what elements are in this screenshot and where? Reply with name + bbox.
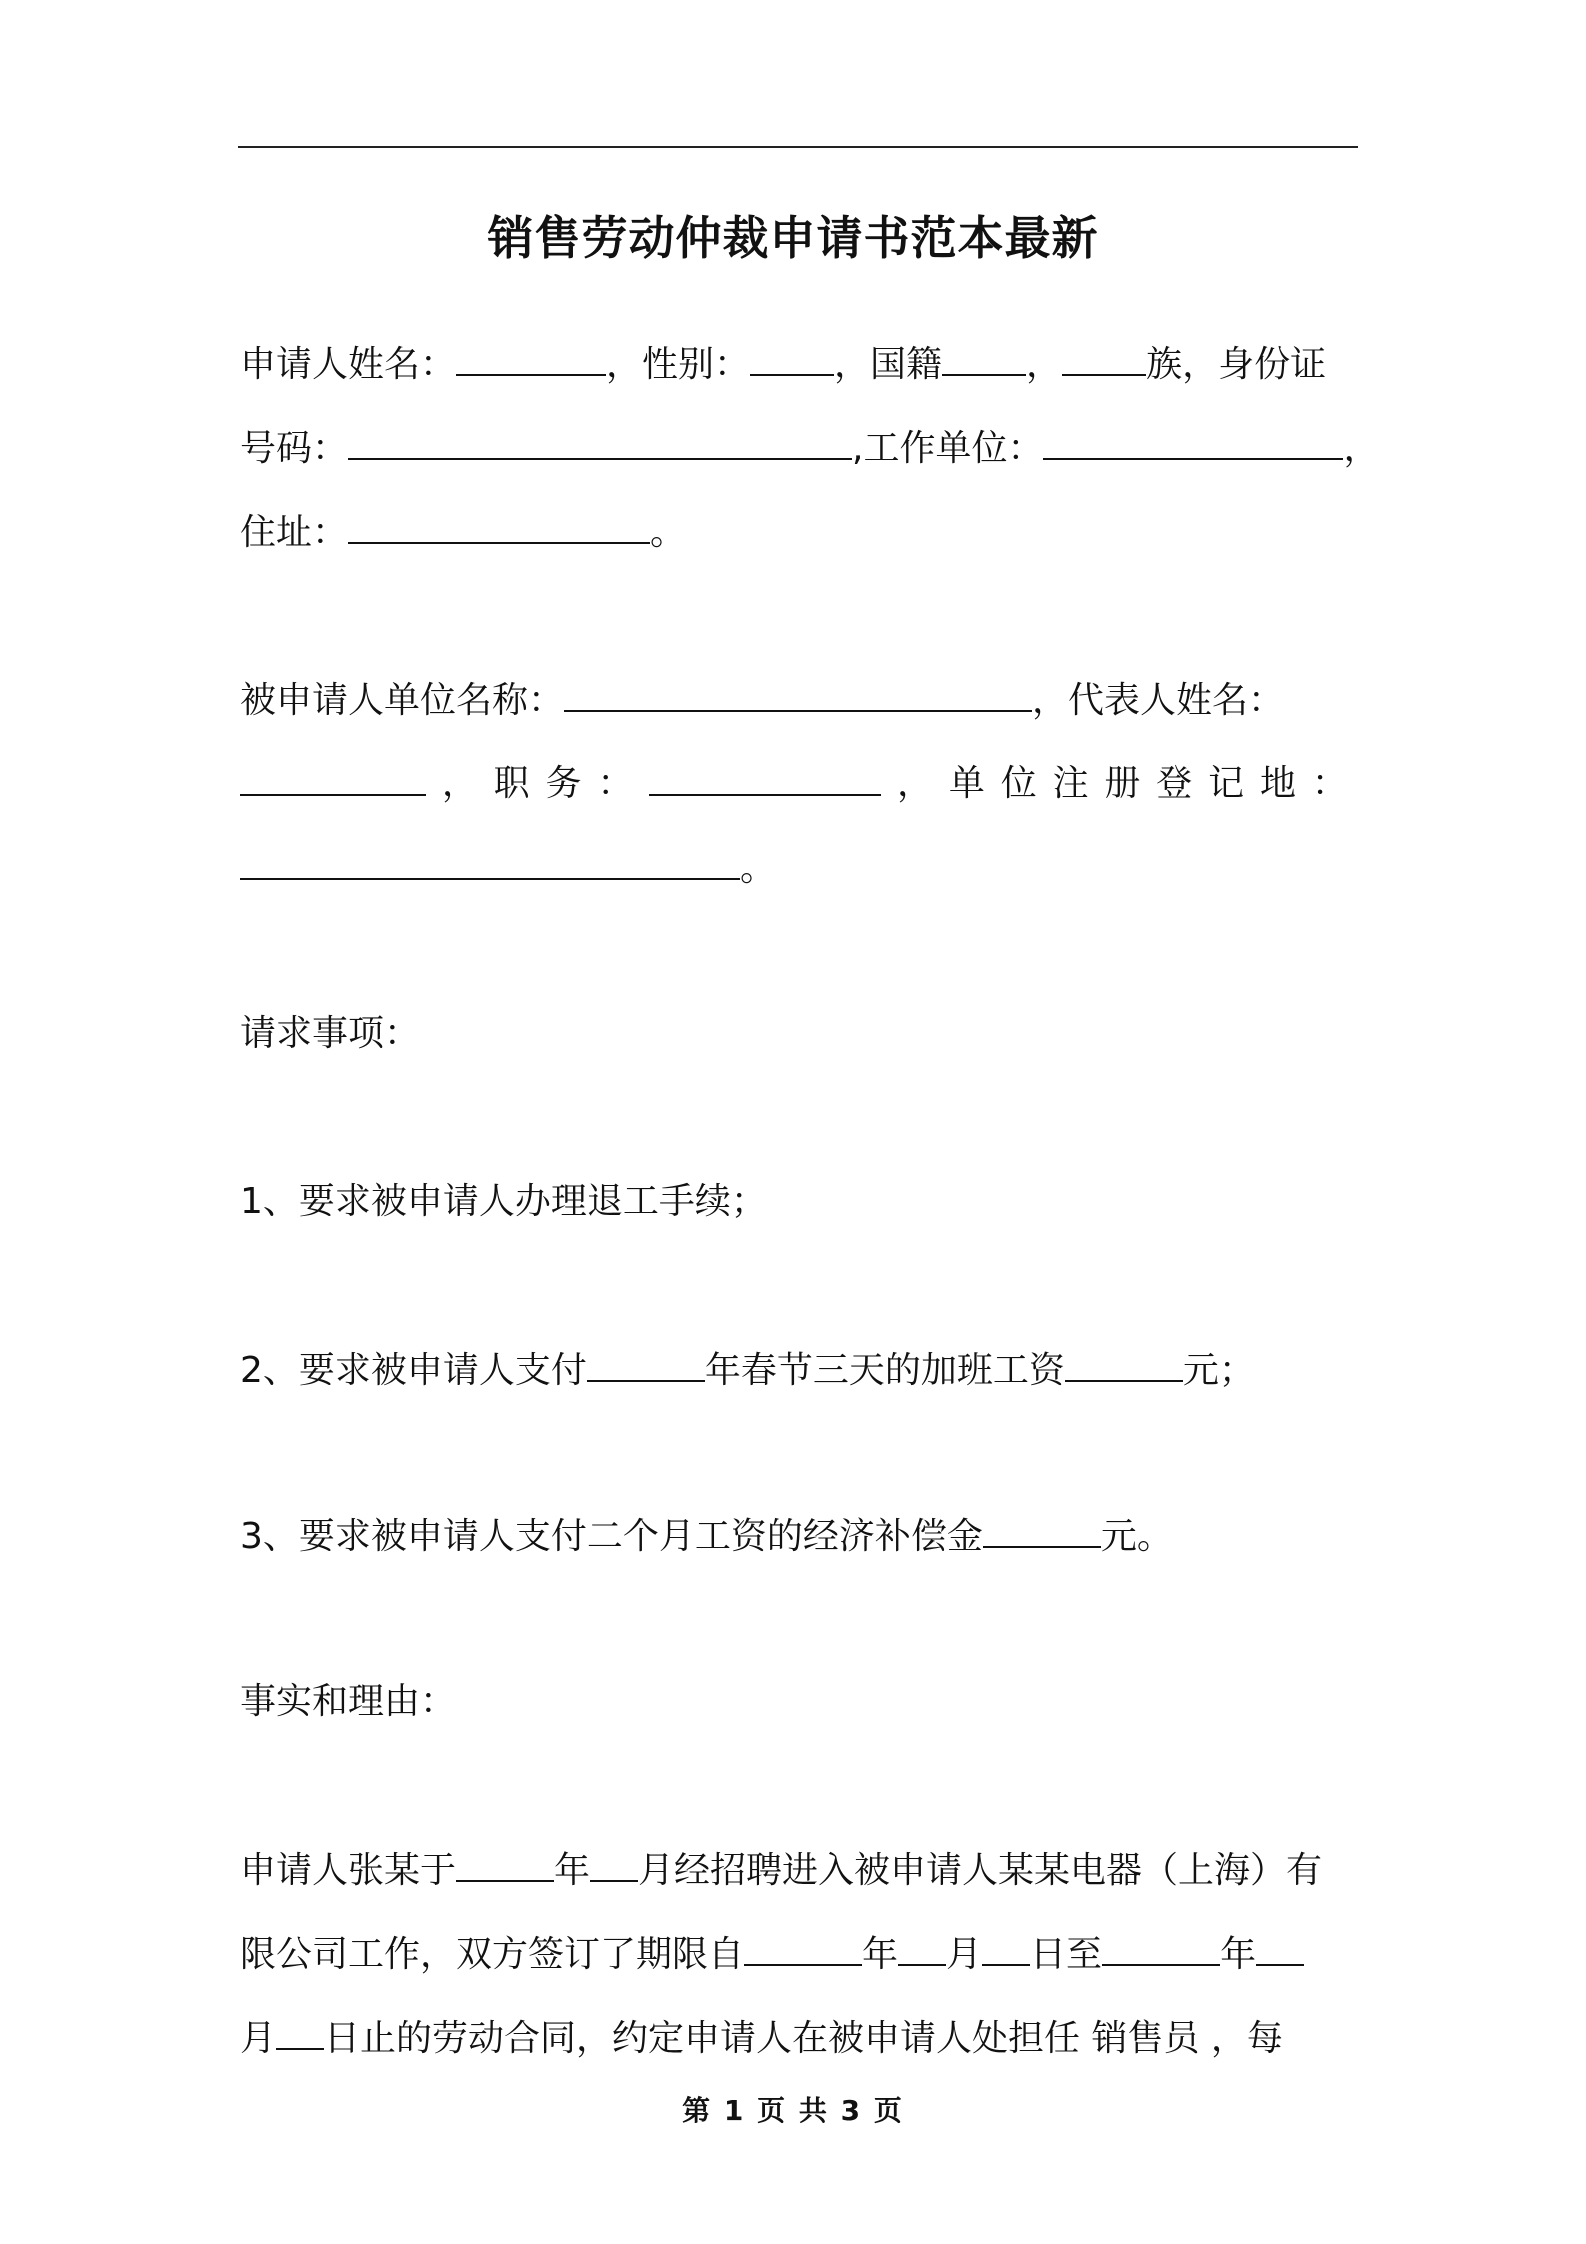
label-address: 住址： <box>240 512 349 553</box>
label-registered-char: 记 <box>1208 763 1245 804</box>
claim-item-1: 1、要求被申请人办理退工手续； <box>240 1181 767 1222</box>
blank-year <box>587 1344 705 1382</box>
label-registered-char: 登 <box>1156 763 1193 804</box>
label-registered-char: 册 <box>1104 763 1141 804</box>
label-name: 申请人姓名： <box>240 344 457 385</box>
facts-text: 限公司工作，双方签订了期限自 <box>240 1934 745 1975</box>
label-nationality: ，国籍 <box>834 344 943 385</box>
blank-id-number <box>348 422 852 460</box>
blank-nationality <box>942 338 1026 376</box>
blank-year <box>456 1844 554 1882</box>
blank-company-name <box>564 674 1032 712</box>
facts-line-1 <box>240 1844 1322 1897</box>
blank-position <box>649 758 881 796</box>
blank-month <box>1256 1928 1304 1966</box>
label-colon: ： <box>597 763 634 804</box>
claim-2-text: 元； <box>1182 1350 1255 1391</box>
claim-2-text: 年春节三天的加班工资 <box>704 1350 1065 1391</box>
facts-text: 月经招聘进入被申请人某某电器（上海）有 <box>638 1850 1323 1891</box>
blank-workplace <box>1043 422 1343 460</box>
label-registered-char: 单 <box>948 763 985 804</box>
blank-compensation-amount <box>983 1510 1101 1548</box>
label-registered-char: 注 <box>1052 763 1089 804</box>
label-company-name: 被申请人单位名称： <box>240 680 565 721</box>
label-registered-char: 位 <box>1000 763 1037 804</box>
label-ethnicity-id: 族，身份证 <box>1146 344 1327 385</box>
blank-day <box>982 1928 1030 1966</box>
facts-line-2 <box>240 1928 1304 1981</box>
label-position-char: 务 <box>545 763 582 804</box>
separator-comma: ， <box>1026 344 1063 385</box>
blank-name <box>456 338 606 376</box>
blank-month <box>590 1844 638 1882</box>
applicant-line-2 <box>240 422 1379 475</box>
blank-ethnicity <box>1062 338 1146 376</box>
blank-month <box>898 1928 946 1966</box>
blank-address <box>348 506 650 544</box>
facts-text: 年 <box>554 1850 591 1891</box>
facts-text: 日至 <box>1030 1934 1103 1975</box>
respondent-line-3 <box>240 842 776 895</box>
applicant-line-1 <box>240 338 1326 391</box>
label-id-number: 号码： <box>240 428 349 469</box>
label-representative: ，代表人姓名： <box>1032 680 1285 721</box>
claim-3-text: 3、要求被申请人支付二个月工资的经济补偿金 <box>240 1516 983 1557</box>
blank-gender <box>750 338 834 376</box>
label-colon: ： <box>1311 763 1348 804</box>
label-position-char: 职 <box>493 763 530 804</box>
blank-registered-address <box>240 842 740 880</box>
label-registered-char: 地 <box>1259 763 1296 804</box>
separator-comma: ， <box>1343 428 1380 469</box>
blank-year <box>744 1928 862 1966</box>
separator-comma: ， <box>897 763 934 804</box>
facts-heading: 事实和理由： <box>240 1681 457 1722</box>
claim-3-text: 元。 <box>1100 1516 1173 1557</box>
blank-day <box>276 2012 324 2050</box>
blank-year <box>1102 1928 1220 1966</box>
page-footer: 第 1 页 共 3 页 <box>682 2094 904 2127</box>
claims-heading: 请求事项： <box>240 1013 421 1054</box>
respondent-line-2 <box>240 758 1348 810</box>
respondent-line-1 <box>240 674 1284 727</box>
blank-representative <box>240 758 426 796</box>
period: 。 <box>740 848 777 889</box>
facts-text: 日止的劳动合同，约定申请人在被申请人处担任 销售员 ，每 <box>324 2018 1283 2059</box>
facts-text: 月 <box>240 2018 277 2059</box>
facts-text: 年 <box>862 1934 899 1975</box>
header-rule <box>238 146 1358 148</box>
claim-2-text: 2、要求被申请人支付 <box>240 1350 587 1391</box>
label-gender: ，性别： <box>606 344 751 385</box>
facts-text: 年 <box>1220 1934 1257 1975</box>
claim-item-3 <box>240 1510 1173 1563</box>
document-title: 销售劳动仲裁申请书范本最新 <box>487 211 1099 265</box>
blank-overtime-amount <box>1065 1344 1183 1382</box>
label-workplace: ,工作单位： <box>852 428 1044 469</box>
separator-comma: ， <box>441 763 478 804</box>
facts-text: 月 <box>946 1934 983 1975</box>
claim-item-2 <box>240 1344 1255 1397</box>
applicant-line-3 <box>240 506 686 559</box>
facts-text: 申请人张某于 <box>240 1850 457 1891</box>
facts-line-3 <box>240 2012 1283 2065</box>
period: 。 <box>650 512 687 553</box>
